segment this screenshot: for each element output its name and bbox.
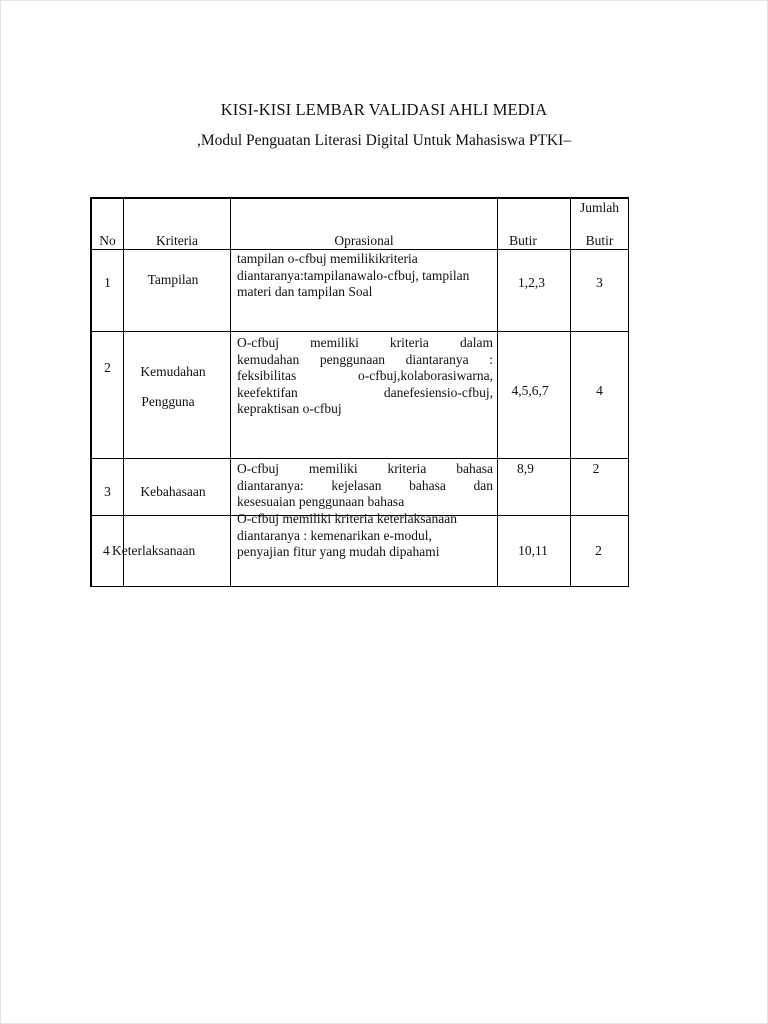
row2-butir: 4,5,6,7 xyxy=(511,383,549,398)
row3-oprasional-line: diantaranya: kejelasan bahasa dan xyxy=(237,477,493,493)
header-jumlah-butir: Butir xyxy=(585,233,614,248)
row4-oprasional-line: diantaranya : kemenarikan e-modul, xyxy=(237,527,432,543)
row4-jumlah: 2 xyxy=(595,543,602,558)
row3-kriteria: Kebahasaan xyxy=(140,484,206,499)
table-left-border xyxy=(90,197,92,587)
row4-butir: 10,11 xyxy=(518,543,548,558)
row-divider xyxy=(90,458,629,459)
row2-oprasional-line: kepraktisan o-cfbuj xyxy=(237,401,342,416)
row2-oprasional-line: feksibilitas o-cfbuj,kolaborasiwarna, xyxy=(237,368,493,383)
row3-butir: 8,9 xyxy=(517,461,534,476)
header-oprasional: Oprasional xyxy=(334,233,394,248)
table-top-border xyxy=(90,197,629,199)
header-no: No xyxy=(99,233,116,248)
header-jumlah: Jumlah xyxy=(580,200,619,215)
row3-oprasional xyxy=(237,461,493,511)
row1-no: 1 xyxy=(104,275,111,290)
table-right-border xyxy=(628,197,629,587)
row2-no: 2 xyxy=(104,360,111,375)
row4-no: 4 xyxy=(103,543,110,558)
row1-oprasional-line: diantaranya:tampilanawalo-cfbuj, tampilan xyxy=(237,267,470,283)
document-title: KISI-KISI LEMBAR VALIDASI AHLI MEDIA xyxy=(220,100,548,119)
row4-oprasional-line: O-cfbuj memiliki kriteria keterlaksanaan xyxy=(237,511,458,526)
row2-oprasional xyxy=(237,335,493,418)
row1-butir: 1,2,3 xyxy=(518,275,545,290)
row2-kriteria-line2: Pengguna xyxy=(141,394,195,409)
row2-oprasional-line: O-cfbuj memiliki kriteria dalam xyxy=(237,335,493,350)
row2-oprasional-line: kemudahan penggunaan diantaranya : xyxy=(237,351,493,367)
row1-kriteria: Tampilan xyxy=(147,272,199,287)
table-bottom-border xyxy=(90,586,629,587)
row4-oprasional-line: penyajian fitur yang mudah dipahami xyxy=(237,544,440,559)
row4-kriteria: Keterlaksanaan xyxy=(112,543,196,558)
document-subtitle: ,Modul Penguatan Literasi Digital Untuk Mahasiswa PTKI– xyxy=(196,132,572,149)
header-butir: Butir xyxy=(509,233,537,248)
row-divider xyxy=(90,331,629,332)
row3-oprasional-line: kesesuaian penggunaan bahasa xyxy=(237,494,405,509)
row2-oprasional-line: keefektifan danefesiensio-cfbuj, xyxy=(237,384,493,400)
header-kriteria: Kriteria xyxy=(156,233,198,248)
row3-no: 3 xyxy=(104,484,111,499)
column-divider xyxy=(123,197,124,587)
row1-oprasional-line: tampilan o-cfbuj memilikikriteria xyxy=(237,251,418,266)
row1-oprasional-line: materi dan tampilan Soal xyxy=(237,284,373,299)
row3-oprasional-line: O-cfbuj memiliki kriteria bahasa xyxy=(237,461,493,476)
row1-oprasional xyxy=(237,251,493,301)
row1-jumlah: 3 xyxy=(596,275,603,290)
row3-jumlah: 2 xyxy=(592,461,600,476)
row4-oprasional xyxy=(237,511,495,561)
column-divider xyxy=(230,197,231,587)
row2-jumlah: 4 xyxy=(596,383,603,398)
row2-kriteria-line1: Kemudahan xyxy=(140,364,206,379)
